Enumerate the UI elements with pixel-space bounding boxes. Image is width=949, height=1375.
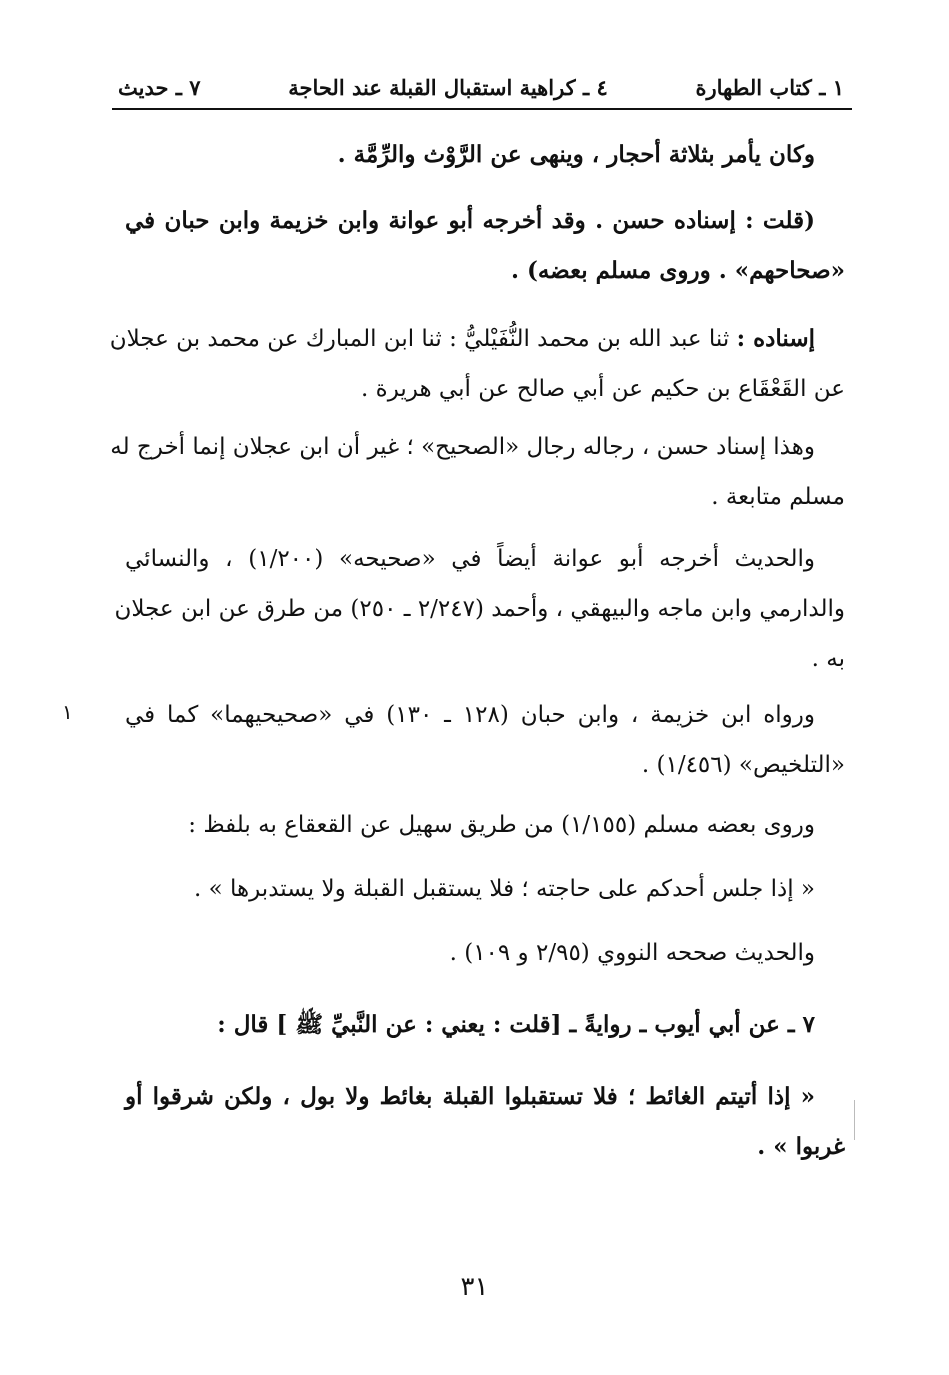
text-line: ورواه ابن خزيمة ، وابن حبان (١٢٨ ـ ١٣٠) في «صحيحيهما» كما في	[125, 702, 815, 728]
header-hadith-number: ٧ ـ حديث	[118, 74, 201, 100]
author-note	[125, 196, 845, 296]
text-line: والحديث صححه النووي (٢/٩٥ و ١٠٩) .	[449, 940, 815, 966]
header-book-title: ١ ـ كتاب الطهارة	[695, 74, 844, 100]
authentication-note	[125, 928, 845, 978]
text-line: ٧ ـ عن أبي أيوب ـ روايةً ـ [قلت : يعني : عن النَّبيِّ ﷺ ] قال :	[217, 1011, 815, 1038]
text-line: «التلخيص» (١/٤٥٦) .	[641, 752, 845, 778]
text-line: مسلم متابعة .	[711, 484, 845, 510]
margin-mark: ١	[62, 700, 73, 724]
isnad-label: إسناده :	[736, 325, 815, 352]
header-divider	[112, 108, 852, 110]
commentary-paragraph	[110, 422, 845, 522]
text-line: وروى بعضه مسلم (١/١٥٥) من طريق سهيل عن القعقاع به بلفظ :	[188, 812, 815, 838]
isnad-paragraph	[109, 314, 845, 414]
text-line: به .	[811, 646, 845, 672]
margin-line	[854, 1100, 855, 1140]
hadith-7-text	[125, 1072, 845, 1172]
text-line: وكان يأمر بثلاثة أحجار ، وينهى عن الرَّوْث والرِّمَّة .	[337, 141, 815, 168]
takhrij-paragraph	[125, 690, 845, 790]
text-line: وهذا إسناد حسن ، رجاله رجال «الصحيح» ؛ غير أن ابن عجلان إنما أخرج له	[110, 434, 815, 460]
page-number: ٣١	[460, 1272, 489, 1302]
text-line: عن القَعْقَاع بن حكيم عن أبي صالح عن أبي هريرة .	[361, 376, 845, 402]
muslim-narration-text	[125, 864, 845, 914]
text-line: غربوا » .	[757, 1133, 845, 1160]
hadith-text-continuation	[125, 130, 845, 180]
takhrij-paragraph	[114, 534, 845, 684]
running-header	[118, 70, 844, 104]
text-line: «صحاحهم» . وروى مسلم بعضه) .	[510, 257, 845, 284]
header-chapter-title: ٤ ـ كراهية استقبال القبلة عند الحاجة	[288, 74, 608, 100]
text-line	[109, 314, 845, 364]
isnad-text: ثنا عبد الله بن محمد النُّفَيْليُّ : ثنا ابن المبارك عن محمد بن عجلان	[109, 326, 730, 352]
text-line: « إذا جلس أحدكم على حاجته ؛ فلا يستقبل القبلة ولا يستدبرها » .	[193, 876, 815, 902]
text-line: والحديث أخرجه أبو عوانة أيضاً في «صحيحه» (١/٢٠٠) ، والنسائي	[125, 546, 816, 572]
hadith-7-heading	[125, 1000, 845, 1050]
text-line: « إذا أتيتم الغائط ؛ فلا تستقبلوا القبلة بغائط ولا بول ، ولكن شرقوا أو	[125, 1083, 815, 1110]
text-line: والدارمي وابن ماجه والبيهقي ، وأحمد (٢/٢٤٧ ـ ٢٥٠) من طرق عن ابن عجلان	[114, 596, 845, 622]
muslim-narration-intro	[125, 800, 845, 850]
text-line: (قلت : إسناده حسن . وقد أخرجه أبو عوانة وابن خزيمة وابن حبان في	[125, 207, 815, 234]
